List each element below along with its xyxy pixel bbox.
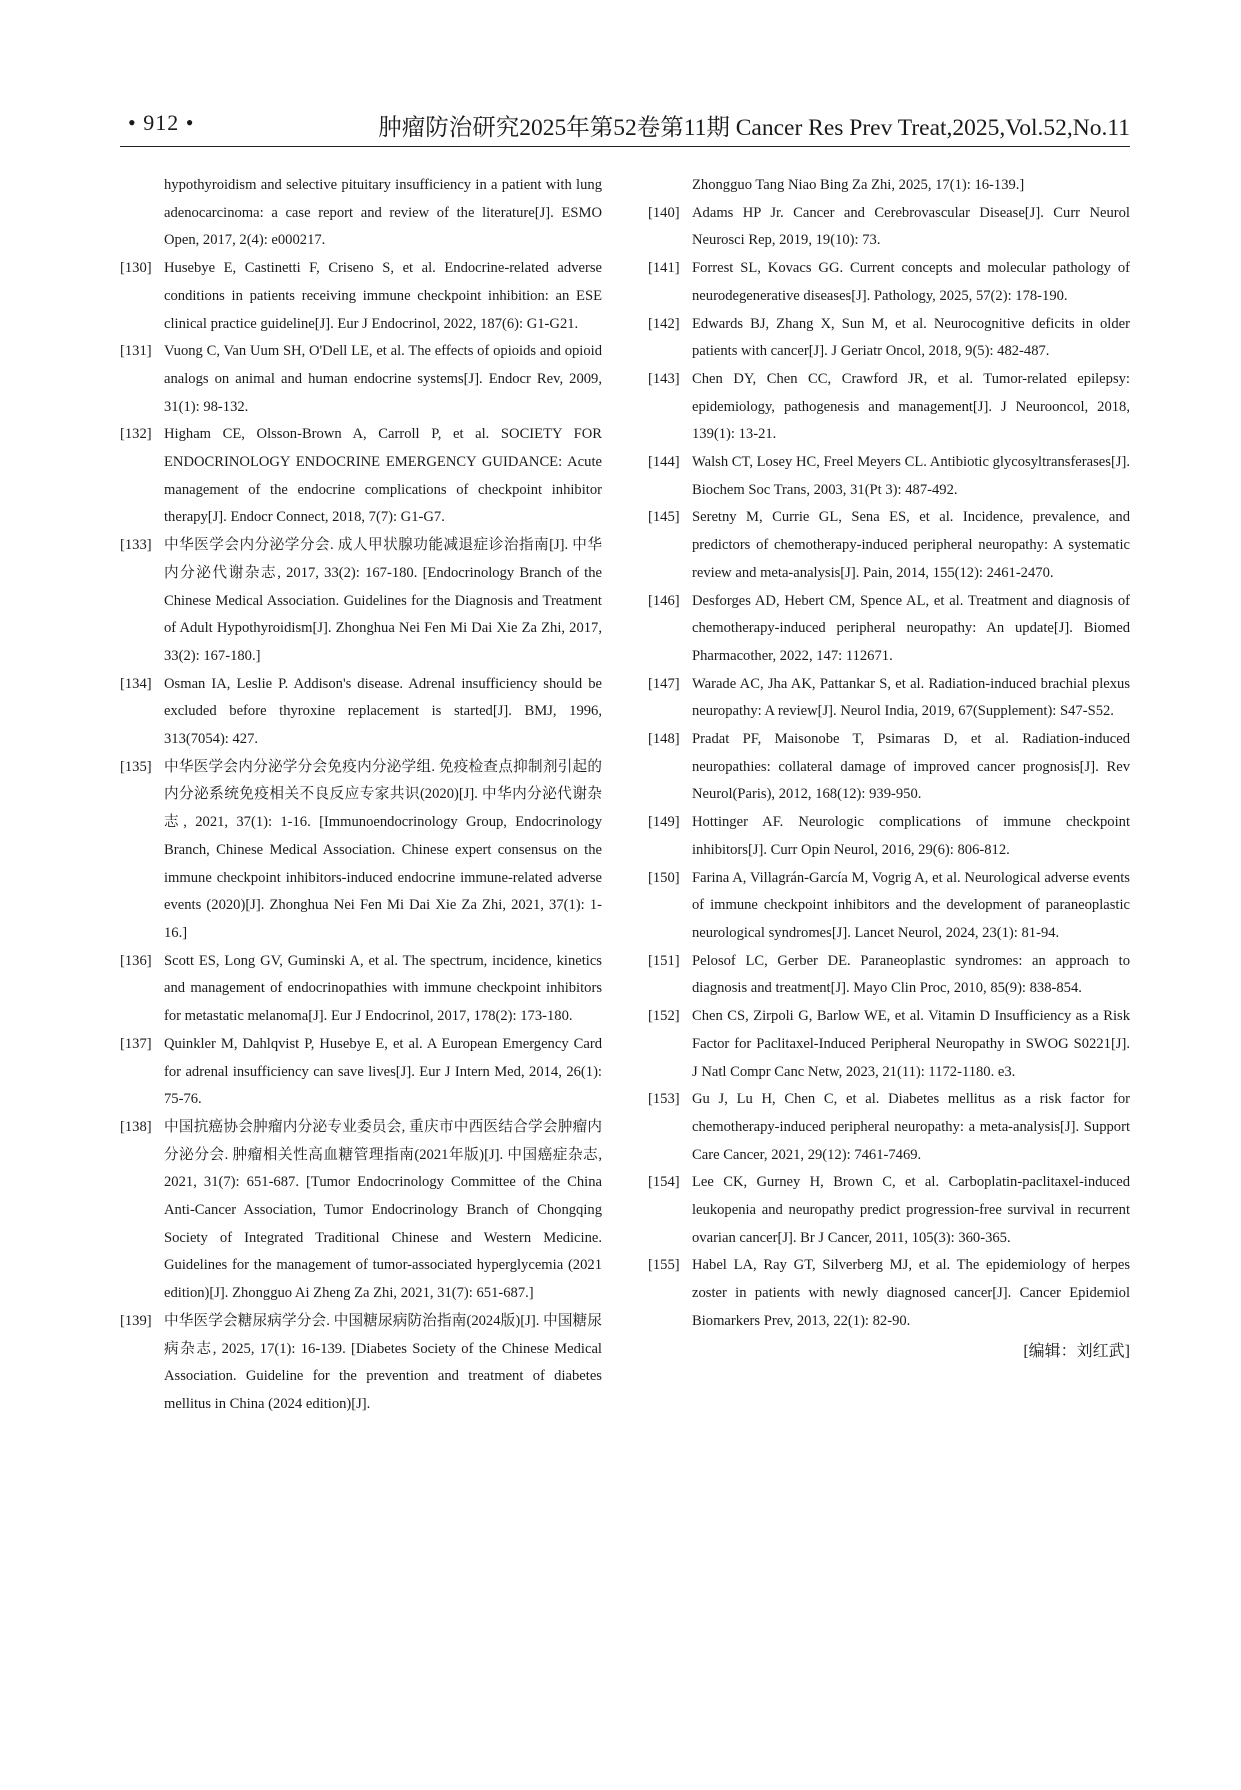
reference-entry: [648, 726, 1130, 809]
right-reference-column: [648, 172, 1130, 1360]
reference-entry: [648, 1169, 1130, 1252]
left-reference-column: [120, 172, 602, 1419]
reference-number: [155]: [648, 1257, 680, 1274]
reference-number: [133]: [120, 537, 152, 554]
reference-entry: [120, 421, 602, 532]
reference-entry: [648, 1086, 1130, 1169]
reference-entry: [120, 532, 602, 671]
page-number: • 912 •: [128, 110, 195, 135]
reference-number: [144]: [648, 454, 680, 471]
reference-number: [141]: [648, 260, 680, 277]
reference-number: [132]: [120, 426, 152, 443]
reference-number: [130]: [120, 260, 152, 277]
reference-text: 中华医学会糖尿病学分会. 中国糖尿病防治指南(2024版)[J]. 中国糖尿病杂志, 2025, 17(1): 16-139. [Diabetes Society of the Chinese Medical Association. Guideline for the prevention and treatment of diabetes mellitus in China (2024 edition)[J].: [164, 1312, 602, 1412]
reference-text: Chen CS, Zirpoli G, Barlow WE, et al. Vitamin D Insufficiency as a Risk Factor for Paclitaxel-Induced Peripheral Neuropathy in SWOG S0221[J]. J Natl Compr Canc Netw, 2023, 21(11): 1172-1180. e3.: [692, 1008, 1130, 1080]
reference-text: Habel LA, Ray GT, Silverberg MJ, et al. The epidemiology of herpes zoster in patients with newly diagnosed cancer[J]. Cancer Epidemiol Biomarkers Prev, 2013, 22(1): 82-90.: [692, 1257, 1130, 1329]
reference-entry: [120, 1031, 602, 1114]
reference-continuation: Zhongguo Tang Niao Bing Za Zhi, 2025, 17(1): 16-139.]: [692, 177, 1025, 193]
reference-number: [136]: [120, 952, 152, 969]
reference-text: Lee CK, Gurney H, Brown C, et al. Carboplatin-paclitaxel-induced leukopenia and neuropathy predict progression-free survival in recurrent ovarian cancer[J]. Br J Cancer, 2011, 105(3): 360-365.: [692, 1174, 1130, 1246]
reference-entry: [648, 255, 1130, 310]
reference-text: Scott ES, Long GV, Guminski A, et al. The spectrum, incidence, kinetics and management of endocrinopathies with immune checkpoint inhibitors for metastatic melanoma[J]. Eur J Endocrinol, 2017, 178(2): 173-180.: [164, 952, 602, 1025]
reference-entry: [120, 338, 602, 421]
reference-text: Higham CE, Olsson-Brown A, Carroll P, et al. SOCIETY FOR ENDOCRINOLOGY ENDOCRINE EMERGENCY GUIDANCE: Acute management of the endocrine complications of checkpoint inhibitor therapy[J]. Endocr Connect, 2018, 7(7): G1-G7.: [164, 426, 602, 526]
reference-text: Forrest SL, Kovacs GG. Current concepts and molecular pathology of neurodegenerative diseases[J]. Pathology, 2025, 57(2): 178-190.: [692, 260, 1130, 304]
reference-text: Gu J, Lu H, Chen C, et al. Diabetes mellitus as a risk factor for chemotherapy-induced peripheral neuropathy: a meta-analysis[J]. Support Care Cancer, 2021, 29(12): 7461-7469.: [692, 1091, 1130, 1163]
reference-entry: [648, 865, 1130, 948]
reference-list: [648, 200, 1130, 1336]
reference-text: Farina A, Villagrán-García M, Vogrig A, et al. Neurological adverse events of immune checkpoint inhibitors and the development of paraneoplastic neurological syndromes[J]. Lancet Neurol, 2024, 23(1): 81-94.: [692, 869, 1130, 941]
reference-text: Pradat PF, Maisonobe T, Psimaras D, et al. Radiation-induced neuropathies: collateral damage of improved cancer prognosis[J]. Rev Neurol(Paris), 2012, 168(12): 939-950.: [692, 731, 1130, 803]
reference-entry: [648, 366, 1130, 449]
reference-number: [140]: [648, 204, 680, 221]
reference-text: Edwards BJ, Zhang X, Sun M, et al. Neurocognitive deficits in older patients with cancer[J]. J Geriatr Oncol, 2018, 9(5): 482-487.: [692, 315, 1130, 360]
reference-entry: [648, 504, 1130, 587]
reference-number: [145]: [648, 509, 680, 526]
reference-text: Seretny M, Currie GL, Sena ES, et al. Incidence, prevalence, and predictors of chemotherapy-induced peripheral neuropathy: A systematic review and meta-analysis[J]. Pain, 2014, 155(12): 2461-2470.: [692, 509, 1130, 581]
reference-number: [146]: [648, 592, 680, 609]
reference-number: [153]: [648, 1091, 680, 1108]
reference-text: Chen DY, Chen CC, Crawford JR, et al. Tumor-related epilepsy: epidemiology, pathogenesis and management[J]. J Neurooncol, 2018, 139(1): 13-21.: [692, 370, 1130, 443]
reference-continuation: hypothyroidism and selective pituitary insufficiency in a patient with lung adenocarcinoma: a case report and review of the literature[J]. ESMO Open, 2017, 2(4): e000217.: [164, 177, 602, 249]
reference-number: [135]: [120, 758, 152, 775]
reference-entry: [120, 1308, 602, 1419]
reference-entry: [120, 754, 602, 948]
reference-number: [152]: [648, 1008, 680, 1025]
reference-entry: [648, 1252, 1130, 1335]
reference-number: [131]: [120, 343, 152, 360]
journal-title: 肿瘤防治研究2025年第52卷第11期 Cancer Res Prev Treat,2025,Vol.52,No.11: [378, 115, 1130, 141]
reference-number: [149]: [648, 814, 680, 831]
reference-text: 中国抗癌协会肿瘤内分泌专业委员会, 重庆市中西医结合学会肿瘤内分泌分会. 肿瘤相关性高血糖管理指南(2021年版)[J]. 中国癌症杂志, 2021, 31(7): 651-687. [Tumor Endocrinology Committee of the China Anti-Cancer Association, Tumor Endocrinology Branch of Chongqing Society of Integrated Traditional Chinese and Western Medicine. Guidelines for the management of tumor-associated hyperglycemia (2021 edition)[J]. Zhongguo Ai Zheng Za Zhi, 2021, 31(7): 651-687.]: [164, 1118, 602, 1302]
reference-entry: [120, 948, 602, 1031]
reference-number: [143]: [648, 370, 680, 387]
reference-text: Hottinger AF. Neurologic complications of immune checkpoint inhibitors[J]. Curr Opin Neurol, 2016, 29(6): 806-812.: [692, 814, 1130, 858]
reference-entry: [648, 588, 1130, 671]
reference-text: 中华医学会内分泌学分会. 成人甲状腺功能减退症诊治指南[J]. 中华内分泌代谢杂志, 2017, 33(2): 167-180. [Endocrinology Branch of the Chinese Medical Association. Guidelines for the Diagnosis and Treatment of Adult Hypothyroidism[J]. Zhonghua Nei Fen Mi Dai Xie Za Zhi, 2017, 33(2): 167-180.]: [164, 537, 602, 664]
reference-entry: [648, 449, 1130, 504]
reference-text: 中华医学会内分泌学分会免疫内分泌学组. 免疫检查点抑制剂引起的内分泌系统免疫相关不良反应专家共识(2020)[J]. 中华内分泌代谢杂志, 2021, 37(1): 1-16. [Immunoendocrinology Group, Endocrinology Branch, Chinese Medical Association. Chinese expert consensus on the immune checkpoint inhibitors-induced endocrine immune-related adverse events (2020)[J]. Zhonghua Nei Fen Mi Dai Xie Za Zhi, 2021, 37(1): 1-16.]: [164, 758, 602, 941]
reference-text: Vuong C, Van Uum SH, O'Dell LE, et al. The effects of opioids and opioid analogs on animal and human endocrine systems[J]. Endocr Rev, 2009, 31(1): 98-132.: [164, 343, 602, 415]
reference-number: [150]: [648, 869, 680, 886]
reference-entry: [648, 311, 1130, 366]
reference-entry: [120, 1114, 602, 1308]
reference-entry: [120, 255, 602, 338]
reference-text: Desforges AD, Hebert CM, Spence AL, et al. Treatment and diagnosis of chemotherapy-induced peripheral neuropathy: An update[J]. Biomed Pharmacother, 2022, 147: 112671.: [692, 592, 1130, 664]
reference-text: Pelosof LC, Gerber DE. Paraneoplastic syndromes: an approach to diagnosis and treatment[J]. Mayo Clin Proc, 2010, 85(9): 838-854.: [692, 952, 1130, 997]
reference-number: [142]: [648, 315, 680, 332]
reference-number: [139]: [120, 1312, 152, 1329]
reference-number: [137]: [120, 1035, 152, 1052]
reference-entry: [648, 809, 1130, 864]
reference-number: [148]: [648, 731, 680, 748]
reference-text: Quinkler M, Dahlqvist P, Husebye E, et al. A European Emergency Card for adrenal insufficiency can save lives[J]. Eur J Intern Med, 2014, 26(1): 75-76.: [164, 1035, 602, 1108]
reference-number: [154]: [648, 1174, 680, 1191]
reference-entry: [648, 671, 1130, 726]
editor-note: [编辑：刘红武]: [1023, 1342, 1130, 1360]
reference-text: Osman IA, Leslie P. Addison's disease. Adrenal insufficiency should be excluded before thyroxine replacement is started[J]. BMJ, 1996, 313(7054): 427.: [164, 675, 602, 748]
reference-entry: [648, 1003, 1130, 1086]
reference-list: [120, 255, 602, 1419]
reference-text: Husebye E, Castinetti F, Criseno S, et al. Endocrine-related adverse conditions in patients receiving immune checkpoint inhibition: an ESE clinical practice guideline[J]. Eur J Endocrinol, 2022, 187(6): G1-G21.: [164, 260, 602, 332]
reference-entry: [648, 200, 1130, 255]
reference-entry: [120, 671, 602, 754]
reference-number: [134]: [120, 675, 152, 692]
reference-text: Adams HP Jr. Cancer and Cerebrovascular Disease[J]. Curr Neurol Neurosci Rep, 2019, 19(10): 73.: [692, 204, 1130, 249]
page-header: [120, 106, 1130, 147]
reference-number: [151]: [648, 952, 680, 969]
reference-text: Warade AC, Jha AK, Pattankar S, et al. Radiation-induced brachial plexus neuropathy: A review[J]. Neurol India, 2019, 67(Supplement): S47-S52.: [692, 675, 1130, 720]
reference-number: [147]: [648, 675, 680, 692]
reference-entry: [648, 948, 1130, 1003]
reference-number: [138]: [120, 1118, 152, 1135]
reference-text: Walsh CT, Losey HC, Freel Meyers CL. Antibiotic glycosyltransferases[J]. Biochem Soc Trans, 2003, 31(Pt 3): 487-492.: [692, 454, 1130, 498]
